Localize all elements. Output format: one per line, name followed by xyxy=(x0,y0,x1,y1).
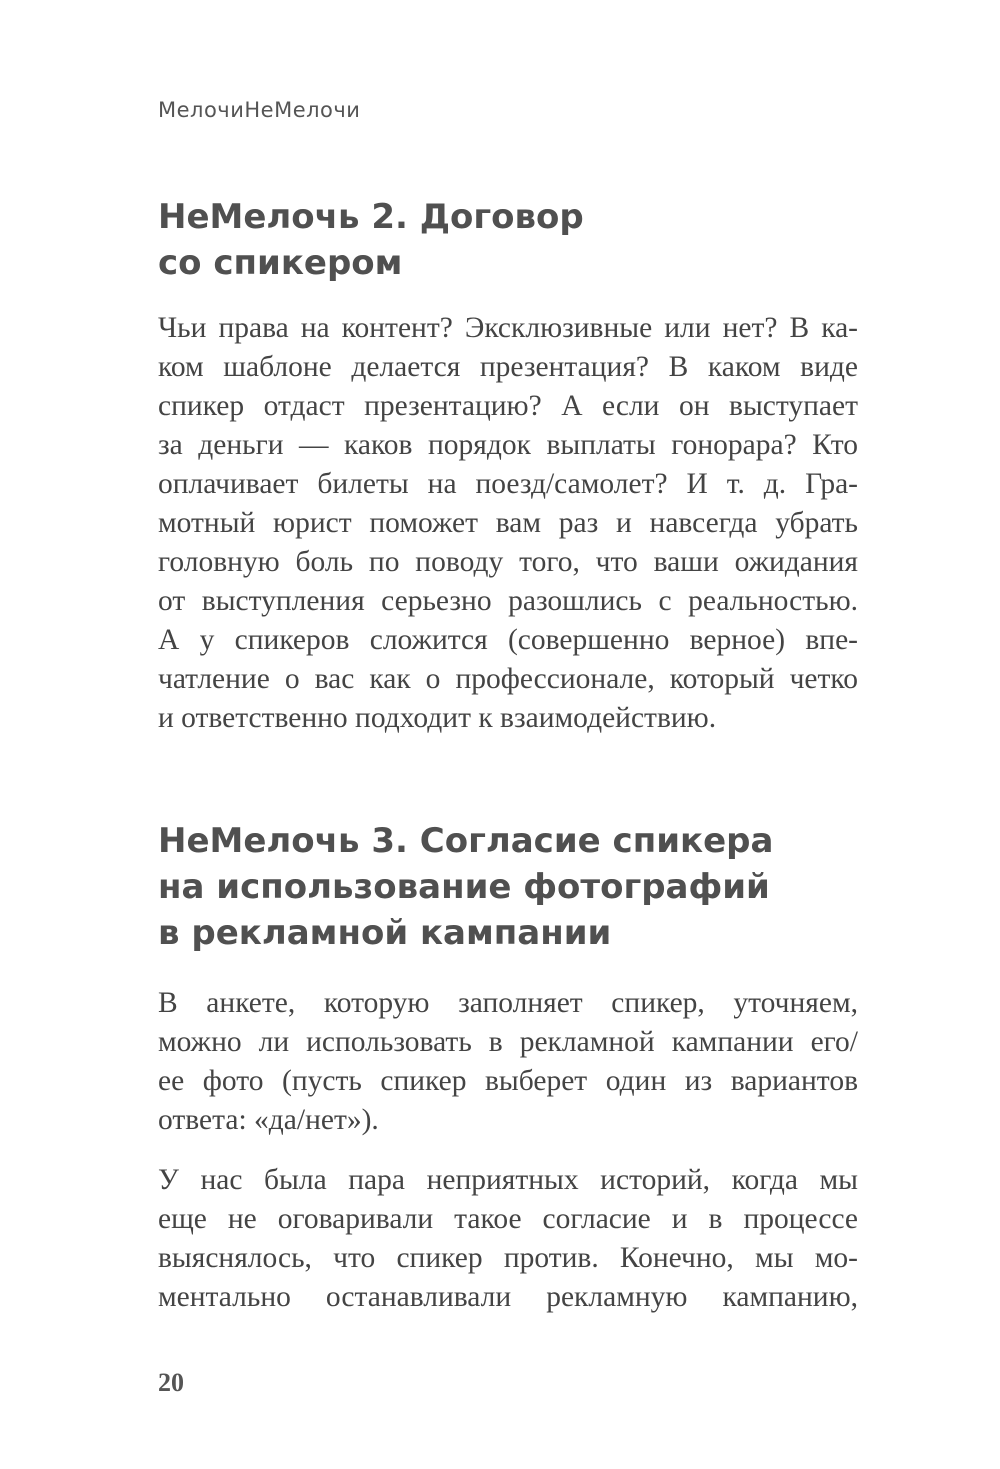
text-line: оплачивает билеты на поезд/самолет? И т. д. Гра- xyxy=(158,468,858,500)
running-head: МелочиНеМелочи xyxy=(158,98,361,122)
section-heading-2 xyxy=(158,194,878,286)
text-line: ментально останавливали рекламную кампанию, xyxy=(158,1281,858,1313)
text-line: от выступления серьезно разошлись с реальностью. xyxy=(158,585,858,617)
text-line: можно ли использовать в рекламной кампании его/ xyxy=(158,1026,858,1058)
text-line: спикер отдаст презентацию? А если он выступает xyxy=(158,390,858,422)
paragraph-stories xyxy=(158,1161,858,1317)
paragraph-contract xyxy=(158,309,858,738)
text-line: и ответственно подходит к взаимодействию. xyxy=(158,702,717,734)
text-line: головную боль по поводу того, что ваши ожидания xyxy=(158,546,858,578)
heading-line: НеМелочь 3. Согласие спикера xyxy=(158,821,774,861)
heading-line: на использование фотографий xyxy=(158,867,770,907)
text-line: У нас была пара неприятных историй, когда мы xyxy=(158,1164,858,1196)
text-line: мотный юрист поможет вам раз и навсегда убрать xyxy=(158,507,858,539)
heading-line: в рекламной кампании xyxy=(158,913,612,953)
heading-line: со спикером xyxy=(158,243,403,283)
text-line: ее фото (пусть спикер выберет один из вариантов xyxy=(158,1065,858,1097)
page-number: 20 xyxy=(158,1368,184,1397)
paragraph-questionnaire xyxy=(158,984,858,1140)
text-line: чатление о вас как о профессионале, который четко xyxy=(158,663,858,695)
text-line: ответа: «да/нет»). xyxy=(158,1104,379,1136)
text-line: А у спикеров сложится (совершенно верное) впе- xyxy=(158,624,858,656)
text-line: В анкете, которую заполняет спикер, уточняем, xyxy=(158,987,858,1019)
text-line: за деньги — каков порядок выплаты гонорара? Кто xyxy=(158,429,858,461)
text-line: ком шаблоне делается презентация? В каком виде xyxy=(158,351,858,383)
heading-line: НеМелочь 2. Договор xyxy=(158,197,584,237)
section-heading-3 xyxy=(158,818,878,956)
text-line: еще не оговаривали такое согласие и в процессе xyxy=(158,1203,858,1235)
text-line: выяснялось, что спикер против. Конечно, мы мо- xyxy=(158,1242,858,1274)
text-line: Чьи права на контент? Эксклюзивные или нет? В ка- xyxy=(158,312,858,344)
